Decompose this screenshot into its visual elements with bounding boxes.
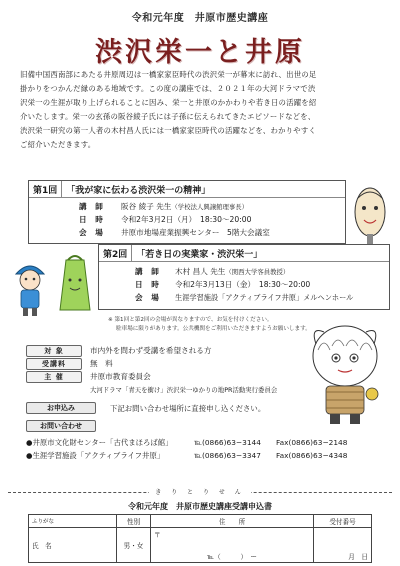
contact-block [26,420,376,462]
contact-name: ●生涯学習施設「アクティブライフ井原」 [26,451,165,460]
fee-value: 無 料 [90,359,113,368]
lecture-2-box [98,244,390,310]
intro-paragraph [20,68,382,152]
lecture-2-datetime-row [135,278,389,291]
event-subtitle: 令和元年度 井原市歴史講座 [131,13,269,24]
host-value-2: 大河ドラマ「青天を衝け」渋沢栄一ゆかりの地PR活動実行委員会 [90,386,278,394]
event-info-block [26,344,326,396]
contact-tel: ℡(0866)63−3144 [194,438,261,447]
lion-dance-character-illustration [300,316,390,426]
lecture-venue: 井原市地場産業振興センター 5階大会議室 [121,228,270,237]
furigana-cell[interactable] [29,515,117,528]
gender-label: 性別 [126,518,141,526]
target-value: 市内外を問わず受講を希望される方 [90,346,212,355]
intro-line: 介いたします。栄一の玄孫の阪谷綾子氏には子孫に伝えられてきたエピソードなどを、 [20,112,316,121]
address-header [151,515,314,528]
lecture-venue: 生涯学習施設「アクティブライフ井原」メルヘンホール [175,292,354,302]
receipt-cell [314,528,372,563]
contact-name: ●井原市文化財センター「古代まほろば館」 [26,438,173,447]
host-label: 主 催 [26,371,82,383]
lecture-2-lecturer-row [135,265,389,278]
row-label: 日 時 [135,280,162,289]
row-label: 講 師 [135,267,162,276]
name-label: 氏 名 [32,542,52,550]
target-label: 対 象 [26,345,82,357]
lecture-2-title: 「若き日の実業家・渋沢栄一」 [136,249,263,260]
lecturer-affiliation: （学校法人興譲館理事長） [171,203,249,211]
host-value-1: 井原市教育委員会 [90,372,151,381]
lecturer-affiliation: （関西大学客員教授） [225,268,290,276]
intro-line: 旧備中国西南部にあたる井原周辺は一橋家家臣時代の渋沢栄一が幕末に訪れ、出世の足 [20,70,317,79]
name-cell[interactable] [29,528,117,563]
lecture-datetime: 令和2年3月2日（月） 18:30～20:00 [121,215,252,224]
lecture-2-venue-row [135,291,389,304]
gender-cell[interactable] [117,528,151,563]
intro-line: 沢栄一の生涯が取り上げられることに因み、栄一と井原のかかわりや若き日の活躍を紹 [20,98,317,107]
host-row [26,370,326,383]
lecture-1-number: 第1回 [29,181,62,197]
note-line: ※ 第1回と第2回の会場が異なりますので、お気を付けください。 [108,317,273,323]
postal-mark: 〒 [154,531,161,539]
row-label: 日 時 [79,215,106,224]
lecture-1-title: 「我が家に伝わる渋沢栄一の精神」 [66,185,211,196]
lecture-2-number: 第2回 [99,245,132,261]
gender-header [117,515,151,528]
lecture-1-header [29,181,345,198]
address-label: 住 所 [218,518,246,526]
furigana-label: ふりがな [32,519,55,525]
lecturer-name: 阪谷 綾子 先生 [121,202,172,211]
lecture-1-datetime-row [79,213,345,226]
lecture-datetime: 令和2年3月13日（金） 18:30～20:00 [175,280,311,289]
cut-line-label [0,487,400,496]
host-row-2 [26,383,326,396]
intro-line: 渋沢栄一研究の第一人者の木村昌人氏には一橋家家臣時代の活躍などを、わかりやすく [20,126,317,135]
application-form-table [28,514,372,563]
row-label: 会 場 [79,228,106,237]
contact-row [26,436,376,449]
apply-label: お申込み [26,402,96,414]
cut-line-text: き り と り せ ん [149,489,251,496]
apply-text: 下記お問い合わせ場所に直接申し込ください。 [110,403,266,413]
gender-options: 男・女 [123,542,144,550]
intro-line: ご紹介いただきます。 [20,140,96,149]
note-line: 駐車場に限りがあります。公共機関をご利用いただきますようお願いします。 [116,326,311,332]
row-label: 講 師 [79,202,106,211]
row-label: 会 場 [135,293,162,302]
contact-label: お問い合わせ [26,420,96,432]
tel-field: ℡（ ） ー [207,553,257,561]
apply-block [26,402,265,414]
receipt-date: 月 日 [348,553,368,561]
lecture-1-box [28,180,346,244]
lecture-2-header [99,245,389,262]
receipt-label: 受付番号 [329,518,356,526]
lecture-1-venue-row [79,226,345,239]
address-cell[interactable] [151,528,314,563]
intro-line: 掛かりをつかんだ縁のある地域です。この度の講座では、２０２１年の大河ドラマで渋 [20,84,316,93]
contact-fax: Fax(0866)63−2148 [276,438,348,447]
fee-row [26,357,326,370]
target-row [26,344,326,357]
receipt-header [314,515,372,528]
application-form-title: 令和元年度 井原市歴史講座受講申込書 [128,502,272,511]
contact-row [26,449,376,462]
fee-label: 受講料 [26,358,82,370]
venue-notes [108,316,311,334]
page-title: 渋沢栄一と井原 [95,37,305,68]
contact-tel: ℡(0866)63−3347 [194,451,261,460]
lecturer-name: 木村 昌人 先生 [175,267,226,276]
mask-ornament-illustration [350,184,390,246]
contact-fax: Fax(0866)63−4348 [276,451,348,460]
lecture-1-lecturer-row [79,200,345,213]
mascot-characters-illustration [10,254,100,318]
